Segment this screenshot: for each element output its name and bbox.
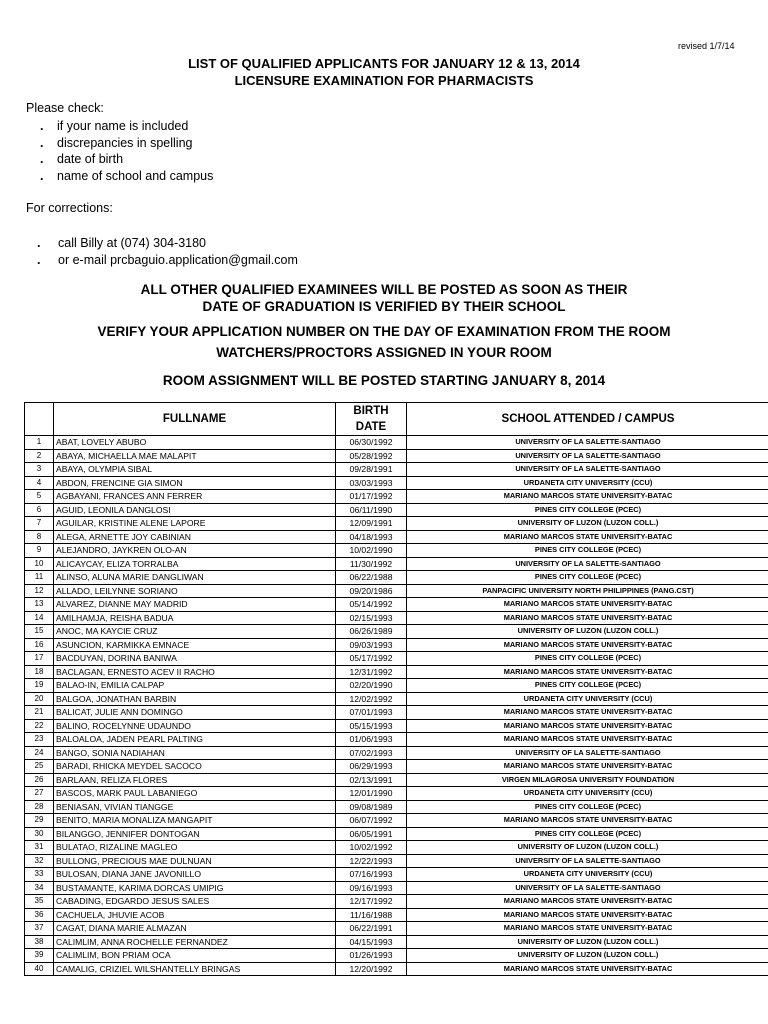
row-school: MARIANO MARCOS STATE UNIVERSITY-BATAC: [407, 638, 768, 652]
row-school: MARIANO MARCOS STATE UNIVERSITY-BATAC: [407, 962, 768, 976]
row-fullname: BILANGGO, JENNIFER DONTOGAN: [54, 827, 336, 841]
row-birth-date: 09/20/1986: [336, 584, 407, 598]
row-number: 37: [25, 922, 54, 936]
row-number: 16: [25, 638, 54, 652]
row-birth-date: 05/14/1992: [336, 598, 407, 612]
table-row: [25, 922, 768, 936]
row-number: 29: [25, 814, 54, 828]
row-school: PANPACIFIC UNIVERSITY NORTH PHILIPPINES (PANG.CST): [407, 584, 768, 598]
row-school: MARIANO MARCOS STATE UNIVERSITY-BATAC: [407, 895, 768, 909]
row-birth-date: 04/15/1993: [336, 935, 407, 949]
row-birth-date: 12/31/1992: [336, 665, 407, 679]
notice-verify-line2: WATCHERS/PROCTORS ASSIGNED IN YOUR ROOM: [216, 345, 552, 360]
table-row: [25, 787, 768, 801]
check-item-text: name of school and campus: [57, 169, 214, 184]
table-row: [25, 868, 768, 882]
row-fullname: AGBAYANI, FRANCES ANN FERRER: [54, 490, 336, 504]
row-school: PINES CITY COLLEGE (PCEC): [407, 571, 768, 585]
row-fullname: AGUILAR, KRISTINE ALENE LAPORE: [54, 517, 336, 531]
row-birth-date: 05/15/1993: [336, 719, 407, 733]
table-row: [25, 638, 768, 652]
table-row: [25, 746, 768, 760]
row-fullname: ABAT, LOVELY ABUBO: [54, 436, 336, 450]
corrections-heading: For corrections:: [26, 201, 113, 215]
row-fullname: CAGAT, DIANA MARIE ALMAZAN: [54, 922, 336, 936]
row-school: UNIVERSITY OF LUZON (LUZON COLL.): [407, 949, 768, 963]
row-birth-date: 03/03/1993: [336, 476, 407, 490]
row-birth-date: 12/09/1991: [336, 517, 407, 531]
row-fullname: ALINSO, ALUNA MARIE DANGLIWAN: [54, 571, 336, 585]
row-fullname: CAMALIG, CRIZIEL WILSHANTELLY BRINGAS: [54, 962, 336, 976]
table-row: [25, 557, 768, 571]
table-body: [25, 436, 768, 976]
row-fullname: BALGOA, JONATHAN BARBIN: [54, 692, 336, 706]
row-birth-date: 10/02/1992: [336, 841, 407, 855]
row-number: 28: [25, 800, 54, 814]
row-birth-date: 06/11/1990: [336, 503, 407, 517]
correction-item: [37, 235, 298, 252]
row-birth-date: 12/20/1992: [336, 962, 407, 976]
row-fullname: ALLADO, LEILYNNE SORIANO: [54, 584, 336, 598]
row-school: UNIVERSITY OF LUZON (LUZON COLL.): [407, 841, 768, 855]
row-number: 30: [25, 827, 54, 841]
row-school: PINES CITY COLLEGE (PCEC): [407, 679, 768, 693]
table-row: [25, 463, 768, 477]
table-row: [25, 544, 768, 558]
revision-note: revised 1/7/14: [678, 41, 735, 51]
row-fullname: BARADI, RHICKA MEYDEL SACOCO: [54, 760, 336, 774]
table-row: [25, 679, 768, 693]
row-number: 23: [25, 733, 54, 747]
row-number: 40: [25, 962, 54, 976]
row-birth-date: 09/28/1991: [336, 463, 407, 477]
row-fullname: BULOSAN, DIANA JANE JAVONILLO: [54, 868, 336, 882]
row-birth-date: 04/18/1993: [336, 530, 407, 544]
table-row: [25, 827, 768, 841]
row-school: MARIANO MARCOS STATE UNIVERSITY-BATAC: [407, 908, 768, 922]
row-fullname: BALOALOA, JADEN PEARL PALTING: [54, 733, 336, 747]
row-fullname: ANOC, MA KAYCIE CRUZ: [54, 625, 336, 639]
check-heading: Please check:: [26, 101, 104, 115]
check-item: [40, 168, 213, 185]
row-birth-date: 11/16/1988: [336, 908, 407, 922]
document-title: LIST OF QUALIFIED APPLICANTS FOR JANUARY 12 & 13, 2014: [188, 56, 580, 71]
bullet-marker: .: [37, 253, 41, 267]
row-school: UNIVERSITY OF LUZON (LUZON COLL.): [407, 935, 768, 949]
row-number: 39: [25, 949, 54, 963]
check-item-text: discrepancies in spelling: [57, 135, 193, 150]
row-school: UNIVERSITY OF LA SALETTE-SANTIAGO: [407, 436, 768, 450]
row-number: 8: [25, 530, 54, 544]
row-number: 5: [25, 490, 54, 504]
header-number: [25, 403, 54, 436]
table-row: [25, 773, 768, 787]
row-school: UNIVERSITY OF LA SALETTE-SANTIAGO: [407, 557, 768, 571]
row-number: 35: [25, 895, 54, 909]
row-number: 11: [25, 571, 54, 585]
row-number: 19: [25, 679, 54, 693]
row-birth-date: 09/03/1993: [336, 638, 407, 652]
row-fullname: AMILHAMJA, REISHA BADUA: [54, 611, 336, 625]
table-row: [25, 800, 768, 814]
row-number: 33: [25, 868, 54, 882]
row-school: PINES CITY COLLEGE (PCEC): [407, 652, 768, 666]
table-row: [25, 962, 768, 976]
row-school: MARIANO MARCOS STATE UNIVERSITY-BATAC: [407, 611, 768, 625]
row-birth-date: 05/28/1992: [336, 449, 407, 463]
row-birth-date: 12/22/1993: [336, 854, 407, 868]
row-fullname: CALIMLIM, ANNA ROCHELLE FERNANDEZ: [54, 935, 336, 949]
row-fullname: BALICAT, JULIE ANN DOMINGO: [54, 706, 336, 720]
row-school: PINES CITY COLLEGE (PCEC): [407, 800, 768, 814]
table-row: [25, 733, 768, 747]
row-fullname: BULATAO, RIZALINE MAGLEO: [54, 841, 336, 855]
row-number: 14: [25, 611, 54, 625]
row-school: MARIANO MARCOS STATE UNIVERSITY-BATAC: [407, 922, 768, 936]
check-item: [40, 151, 213, 168]
bullet-marker: .: [40, 135, 44, 150]
row-birth-date: 10/02/1990: [336, 544, 407, 558]
row-school: PINES CITY COLLEGE (PCEC): [407, 544, 768, 558]
row-school: PINES CITY COLLEGE (PCEC): [407, 827, 768, 841]
row-birth-date: 07/02/1993: [336, 746, 407, 760]
row-birth-date: 02/13/1991: [336, 773, 407, 787]
bullet-marker: .: [40, 119, 44, 133]
bullet-marker: .: [40, 152, 44, 167]
row-birth-date: 06/07/1992: [336, 814, 407, 828]
document-subtitle: LICENSURE EXAMINATION FOR PHARMACISTS: [234, 73, 534, 88]
row-number: 31: [25, 841, 54, 855]
row-birth-date: 05/17/1992: [336, 652, 407, 666]
check-list: [40, 118, 213, 185]
table-row: [25, 476, 768, 490]
row-number: 18: [25, 665, 54, 679]
row-fullname: BUSTAMANTE, KARIMA DORCAS UMIPIG: [54, 881, 336, 895]
table-header-row: [25, 403, 768, 436]
row-number: 6: [25, 503, 54, 517]
table-row: [25, 503, 768, 517]
row-school: URDANETA CITY UNIVERSITY (CCU): [407, 868, 768, 882]
row-fullname: BALINO, ROCELYNNE UDAUNDO: [54, 719, 336, 733]
row-school: UNIVERSITY OF LA SALETTE-SANTIAGO: [407, 449, 768, 463]
table-row: [25, 814, 768, 828]
row-birth-date: 11/30/1992: [336, 557, 407, 571]
row-fullname: BACDUYAN, DORINA BANIWA: [54, 652, 336, 666]
row-number: 27: [25, 787, 54, 801]
row-number: 17: [25, 652, 54, 666]
row-fullname: BALAO-IN, EMILIA CALPAP: [54, 679, 336, 693]
table-row: [25, 436, 768, 450]
table-row: [25, 706, 768, 720]
row-number: 10: [25, 557, 54, 571]
notice-graduation-line2: DATE OF GRADUATION IS VERIFIED BY THEIR SCHOOL: [202, 299, 566, 314]
table-row: [25, 598, 768, 612]
row-fullname: ASUNCION, KARMIKKA EMNACE: [54, 638, 336, 652]
row-fullname: ALVAREZ, DIANNE MAY MADRID: [54, 598, 336, 612]
header-birth-date: [336, 403, 407, 436]
row-school: UNIVERSITY OF LA SALETTE-SANTIAGO: [407, 746, 768, 760]
table-row: [25, 908, 768, 922]
correction-phone: call Billy at (074) 304-3180: [58, 236, 206, 250]
table-row: [25, 530, 768, 544]
row-birth-date: 06/05/1991: [336, 827, 407, 841]
row-school: UNIVERSITY OF LA SALETTE-SANTIAGO: [407, 881, 768, 895]
row-number: 38: [25, 935, 54, 949]
table-row: [25, 895, 768, 909]
table-row: [25, 692, 768, 706]
row-fullname: ABAYA, MICHAELLA MAE MALAPIT: [54, 449, 336, 463]
table-row: [25, 935, 768, 949]
row-fullname: CACHUELA, JHUVIE ACOB: [54, 908, 336, 922]
row-number: 15: [25, 625, 54, 639]
bullet-marker: .: [37, 236, 41, 250]
table-row: [25, 490, 768, 504]
row-school: UNIVERSITY OF LUZON (LUZON COLL.): [407, 517, 768, 531]
row-birth-date: 07/16/1993: [336, 868, 407, 882]
table-row: [25, 881, 768, 895]
row-fullname: BARLAAN, RELIZA FLORES: [54, 773, 336, 787]
row-school: MARIANO MARCOS STATE UNIVERSITY-BATAC: [407, 665, 768, 679]
row-birth-date: 12/01/1990: [336, 787, 407, 801]
row-fullname: BASCOS, MARK PAUL LABANIEGO: [54, 787, 336, 801]
row-number: 9: [25, 544, 54, 558]
row-fullname: CABADING, EDGARDO JESUS SALES: [54, 895, 336, 909]
row-birth-date: 06/30/1992: [336, 436, 407, 450]
applicants-table: [24, 402, 768, 976]
header-birth-line1: BIRTH: [353, 405, 389, 417]
row-fullname: ALEJANDRO, JAYKREN OLO-AN: [54, 544, 336, 558]
check-item-text: date of birth: [57, 152, 124, 167]
row-birth-date: 01/06/1993: [336, 733, 407, 747]
table-row: [25, 449, 768, 463]
notice-room-assignment: ROOM ASSIGNMENT WILL BE POSTED STARTING JANUARY 8, 2014: [162, 373, 606, 388]
row-fullname: BULLONG, PRECIOUS MAE DULNUAN: [54, 854, 336, 868]
correction-email: or e-mail prcbaguio.application@gmail.com: [58, 253, 298, 267]
row-fullname: ABAYA, OLYMPIA SIBAL: [54, 463, 336, 477]
row-fullname: CALIMLIM, BON PRIAM OCA: [54, 949, 336, 963]
row-number: 4: [25, 476, 54, 490]
header-birth-line2: DATE: [355, 421, 387, 433]
row-fullname: ABDON, FRENCINE GIA SIMON: [54, 476, 336, 490]
row-birth-date: 06/22/1988: [336, 571, 407, 585]
row-fullname: BANGO, SONIA NADIAHAN: [54, 746, 336, 760]
row-school: UNIVERSITY OF LUZON (LUZON COLL.): [407, 625, 768, 639]
check-item-text: if your name is included: [57, 119, 189, 133]
row-school: MARIANO MARCOS STATE UNIVERSITY-BATAC: [407, 490, 768, 504]
row-school: URDANETA CITY UNIVERSITY (CCU): [407, 692, 768, 706]
table-row: [25, 854, 768, 868]
check-item: [40, 118, 213, 135]
table-row: [25, 652, 768, 666]
row-school: MARIANO MARCOS STATE UNIVERSITY-BATAC: [407, 598, 768, 612]
row-birth-date: 06/22/1991: [336, 922, 407, 936]
row-school: UNIVERSITY OF LA SALETTE-SANTIAGO: [407, 463, 768, 477]
table-row: [25, 517, 768, 531]
row-birth-date: 06/26/1989: [336, 625, 407, 639]
row-school: MARIANO MARCOS STATE UNIVERSITY-BATAC: [407, 719, 768, 733]
row-fullname: BENITO, MARIA MONALIZA MANGAPIT: [54, 814, 336, 828]
row-number: 7: [25, 517, 54, 531]
row-birth-date: 12/02/1992: [336, 692, 407, 706]
row-school: MARIANO MARCOS STATE UNIVERSITY-BATAC: [407, 530, 768, 544]
table-row: [25, 949, 768, 963]
notice-graduation-line1: ALL OTHER QUALIFIED EXAMINEES WILL BE POSTED AS SOON AS THEIR: [140, 282, 628, 297]
table-row: [25, 611, 768, 625]
row-birth-date: 02/15/1993: [336, 611, 407, 625]
row-number: 24: [25, 746, 54, 760]
row-school: PINES CITY COLLEGE (PCEC): [407, 503, 768, 517]
row-number: 1: [25, 436, 54, 450]
row-school: MARIANO MARCOS STATE UNIVERSITY-BATAC: [407, 814, 768, 828]
row-birth-date: 12/17/1992: [336, 895, 407, 909]
row-number: 20: [25, 692, 54, 706]
table-row: [25, 571, 768, 585]
row-birth-date: 09/16/1993: [336, 881, 407, 895]
row-number: 13: [25, 598, 54, 612]
row-number: 26: [25, 773, 54, 787]
row-school: VIRGEN MILAGROSA UNIVERSITY FOUNDATION: [407, 773, 768, 787]
row-number: 2: [25, 449, 54, 463]
row-number: 21: [25, 706, 54, 720]
row-number: 32: [25, 854, 54, 868]
row-birth-date: 06/29/1993: [336, 760, 407, 774]
row-fullname: AGUID, LEONILA DANGLOSI: [54, 503, 336, 517]
row-birth-date: 07/01/1993: [336, 706, 407, 720]
header-school: SCHOOL ATTENDED / CAMPUS: [407, 403, 768, 436]
row-school: MARIANO MARCOS STATE UNIVERSITY-BATAC: [407, 733, 768, 747]
row-school: URDANETA CITY UNIVERSITY (CCU): [407, 476, 768, 490]
row-birth-date: 01/17/1992: [336, 490, 407, 504]
row-number: 3: [25, 463, 54, 477]
row-birth-date: 09/08/1989: [336, 800, 407, 814]
row-number: 25: [25, 760, 54, 774]
table-row: [25, 584, 768, 598]
table-row: [25, 841, 768, 855]
table-row: [25, 719, 768, 733]
row-number: 22: [25, 719, 54, 733]
row-fullname: ALEGA, ARNETTE JOY CABINIAN: [54, 530, 336, 544]
row-birth-date: 02/20/1990: [336, 679, 407, 693]
header-fullname: FULLNAME: [54, 403, 336, 436]
row-fullname: BACLAGAN, ERNESTO ACEV II RACHO: [54, 665, 336, 679]
table-row: [25, 760, 768, 774]
corrections-list: [37, 235, 298, 269]
row-number: 12: [25, 584, 54, 598]
row-number: 36: [25, 908, 54, 922]
row-school: MARIANO MARCOS STATE UNIVERSITY-BATAC: [407, 760, 768, 774]
correction-item: [37, 252, 298, 269]
check-item: [40, 135, 213, 152]
row-school: MARIANO MARCOS STATE UNIVERSITY-BATAC: [407, 706, 768, 720]
row-school: URDANETA CITY UNIVERSITY (CCU): [407, 787, 768, 801]
row-number: 34: [25, 881, 54, 895]
row-fullname: BENIASAN, VIVIAN TIANGGE: [54, 800, 336, 814]
table-row: [25, 665, 768, 679]
row-school: UNIVERSITY OF LA SALETTE-SANTIAGO: [407, 854, 768, 868]
table-row: [25, 625, 768, 639]
notice-verify-line1: VERIFY YOUR APPLICATION NUMBER ON THE DAY OF EXAMINATION FROM THE ROOM: [97, 324, 671, 339]
row-fullname: ALICAYCAY, ELIZA TORRALBA: [54, 557, 336, 571]
bullet-marker: .: [40, 169, 44, 184]
row-birth-date: 01/26/1993: [336, 949, 407, 963]
